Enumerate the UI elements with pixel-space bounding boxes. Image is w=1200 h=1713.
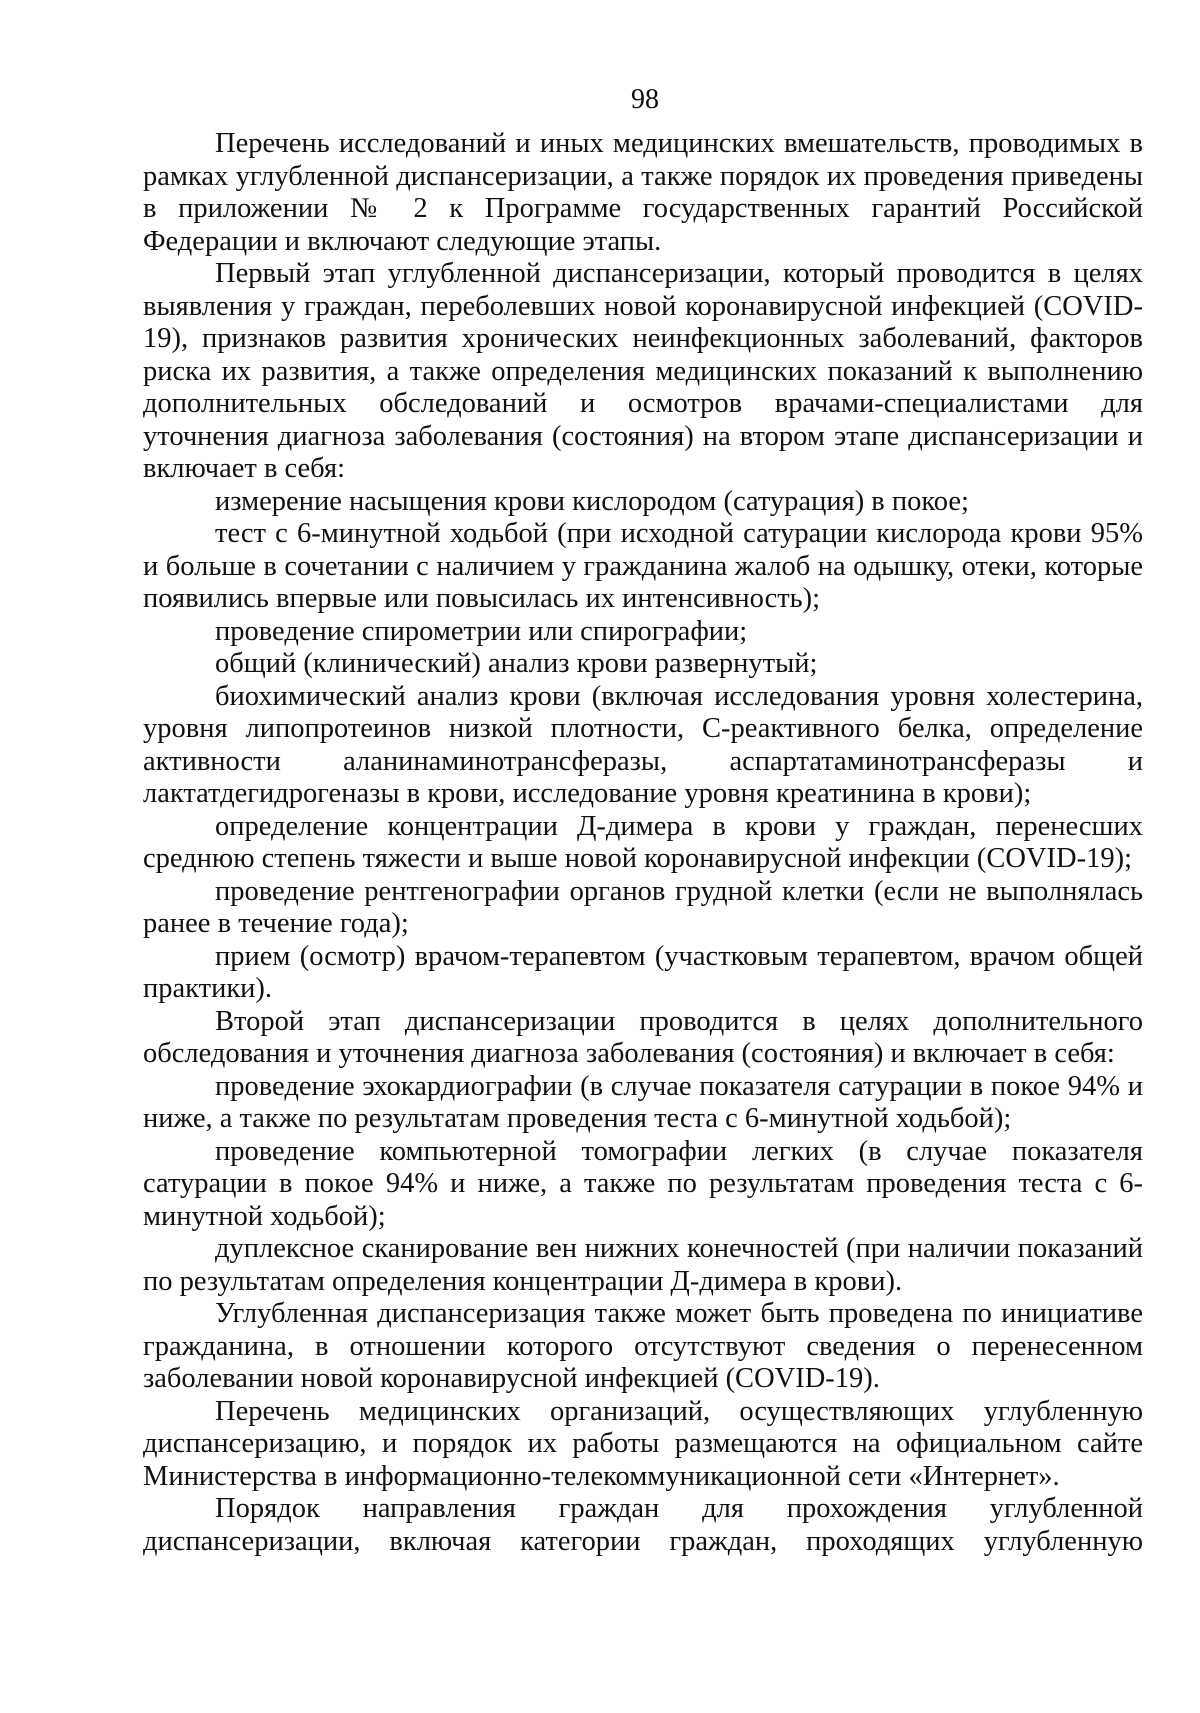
list-item: определение концентрации Д-димера в крови у граждан, перенесших среднюю степень тяжести и выше новой коронавирусной инфекции (COVID-19); bbox=[143, 810, 1143, 874]
list-item: общий (клинический) анализ крови развернутый; bbox=[215, 648, 818, 679]
list-item: проведение эхокардиографии (в случае показателя сатурации в покое 94% и ниже, а также по результатам проведения теста с 6-минутной ходьбой); bbox=[143, 1070, 1143, 1134]
page-number: 98 bbox=[631, 84, 659, 115]
list-item: тест с 6-минутной ходьбой (при исходной сатурации кислорода крови 95% и больше в сочетании с наличием у гражданина жалоб на одышку, отеки, которые появились впервые или повысилась их интенсивность); bbox=[143, 518, 1143, 614]
paragraph: Углубленная диспансеризация также может быть проведена по инициативе гражданина, в отношении которого отсутствуют сведения о перенесенном заболевании новой коронавирусной инфекцией (COVID-19). bbox=[143, 1298, 1143, 1394]
paragraph: Первый этап углубленной диспансеризации, который проводится в целях выявления у граждан, переболевших новой коронавирусной инфекцией (COVID-19), признаков развития хронических неинфекционных заболеваний, факторов риска их развития, а также определения медицинских показаний к выполнению дополнительных обследований и осмотров врачами-специалистами для уточнения диагноза заболевания (состояния) на втором этапе диспансеризации и включает в себя: bbox=[143, 258, 1143, 484]
paragraph: Перечень медицинских организаций, осуществляющих углубленную диспансеризацию, и порядок их работы размещаются на официальном сайте Министерства в информационно-телекоммуникационной сети «Интернет». bbox=[143, 1395, 1143, 1492]
list-item: биохимический анализ крови (включая исследования уровня холестерина, уровня липопротеинов низкой плотности, С-реактивного белка, определение активности аланинаминотрансферазы, аспартатаминотрансферазы и лактатдегидрогеназы в крови, исследование уровня креатинина в крови); bbox=[143, 680, 1143, 809]
list-item: проведение рентгенографии органов грудной клетки (если не выполнялась ранее в течение года); bbox=[143, 875, 1143, 939]
list-item: проведение спирометрии или спирографии; bbox=[215, 615, 748, 647]
paragraph: Второй этап диспансеризации проводится в целях дополнительного обследования и уточнения диагноза заболевания (состояния) и включает в себя: bbox=[143, 1005, 1143, 1069]
document-body bbox=[143, 128, 1143, 1558]
paragraph: Порядок направления граждан для прохождения углубленной диспансеризации, включая категории граждан, проходящих углубленную bbox=[143, 1493, 1143, 1557]
list-item: проведение компьютерной томографии легких (в случае показателя сатурации в покое 94% и ниже, а также по результатам проведения теста с 6-минутной ходьбой); bbox=[143, 1135, 1143, 1232]
list-item: измерение насыщения крови кислородом (сатурация) в покое; bbox=[215, 485, 969, 517]
list-item: прием (осмотр) врачом-терапевтом (участковым терапевтом, врачом общей практики). bbox=[143, 940, 1143, 1004]
list-item: дуплексное сканирование вен нижних конечностей (при наличии показаний по результатам определения концентрации Д-димера в крови). bbox=[143, 1233, 1143, 1297]
paragraph: Перечень исследований и иных медицинских вмешательств, проводимых в рамках углубленной диспансеризации, а также порядок их проведения приведены в приложении № 2 к Программе государственных гарантий Российской Федерации и включают следующие этапы. bbox=[143, 128, 1143, 257]
